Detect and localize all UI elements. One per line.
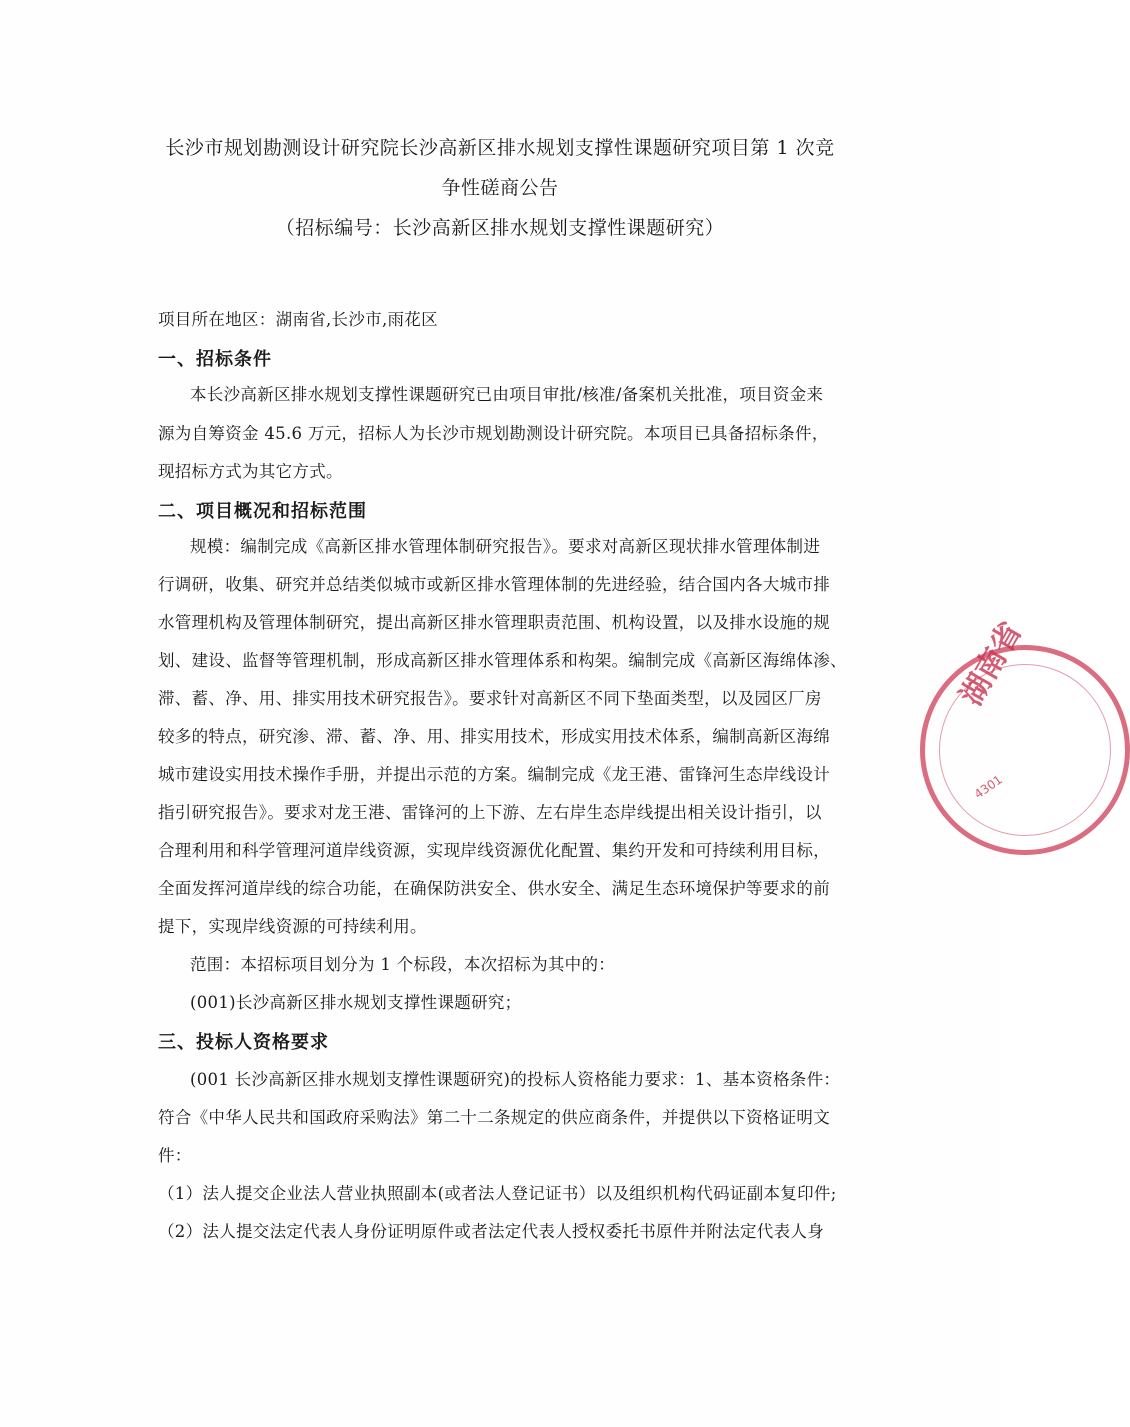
- section-2-line: 城市建设实用技术操作手册，并提出示范的方案。编制完成《龙王港、雷锋河生态岸线设计: [158, 765, 830, 784]
- section-2-heading: 二、项目概况和招标范围: [158, 501, 367, 522]
- section-2-line: 合理利用和科学管理河道岸线资源，实现岸线资源优化配置、集约开发和可持续利用目标，: [158, 841, 830, 860]
- section-3-item-1: （1）法人提交企业法人营业执照副本(或者法人登记证书）以及组织机构代码证副本复印件;: [158, 1184, 837, 1203]
- section-3-line: 符合《中华人民共和国政府采购法》第二十二条规定的供应商条件，并提供以下资格证明文: [158, 1108, 830, 1127]
- document-title-line-1: 长沙市规划勘测设计研究院长沙高新区排水规划支撑性课题研究项目第 1 次竞: [165, 137, 835, 159]
- official-seal: [920, 616, 1130, 855]
- section-2-line: 较多的特点，研究渗、滞、蓄、净、用、排实用技术，形成实用技术体系，编制高新区海绵: [158, 727, 830, 746]
- section-1-line: 现招标方式为其它方式。: [158, 462, 343, 481]
- section-1-heading: 一、招标条件: [158, 349, 272, 370]
- official-seal-number: 4301: [971, 772, 1005, 802]
- section-2-line: 全面发挥河道岸线的综合功能，在确保防洪安全、供水安全、满足生态环境保护等要求的前: [158, 879, 830, 898]
- section-2-line: 划、建设、监督等管理机制，形成高新区排水管理体系和构架。编制完成《高新区海绵体渗、: [158, 651, 847, 670]
- section-2-lot: (001)长沙高新区排水规划支撑性课题研究；: [190, 993, 522, 1012]
- section-2-line: 滞、蓄、净、用、排实用技术研究报告》。要求针对高新区不同下垫面类型，以及园区厂房: [158, 689, 822, 708]
- section-3-item-2: （2）法人提交法定代表人身份证明原件或者法定代表人授权委托书原件并附法定代表人身: [158, 1222, 824, 1241]
- section-2-line: 指引研究报告》。要求对龙王港、雷锋河的上下游、左右岸生态岸线提出相关设计指引，以: [158, 803, 822, 822]
- section-3-line: 件：: [158, 1146, 192, 1165]
- section-2-line: 行调研，收集、研究并总结类似城市或新区排水管理体制的先进经验，结合国内各大城市排: [158, 575, 830, 594]
- section-1-line: 本长沙高新区排水规划支撑性课题研究已由项目审批/核准/备案机关批准，项目资金来: [190, 385, 824, 404]
- section-2-line: 规模：编制完成《高新区排水管理体制研究报告》。要求对高新区现状排水管理体制进: [190, 537, 821, 556]
- section-3-line: (001 长沙高新区排水规划支撑性课题研究)的投标人资格能力要求：1、基本资格条件：: [190, 1070, 841, 1089]
- section-1-line: 源为自筹资金 45.6 万元，招标人为长沙市规划勘测设计研究院。本项目已具备招标条件，: [158, 424, 829, 443]
- section-3-heading: 三、投标人资格要求: [158, 1032, 329, 1053]
- section-2-scope: 范围：本招标项目划分为 1 个标段，本次招标为其中的：: [190, 955, 616, 974]
- document-title-line-2: 争性磋商公告: [441, 177, 559, 199]
- document-subtitle-bid-number: （招标编号：长沙高新区排水规划支撑性课题研究）: [275, 217, 725, 239]
- project-location: 项目所在地区：湖南省,长沙市,雨花区: [158, 310, 438, 329]
- section-2-line: 水管理机构及管理体制研究，提出高新区排水管理职责范围、机构设置，以及排水设施的规: [158, 613, 830, 632]
- section-2-line: 提下，实现岸线资源的可持续利用。: [158, 917, 427, 936]
- official-seal-text: 湖南省: [953, 616, 1030, 712]
